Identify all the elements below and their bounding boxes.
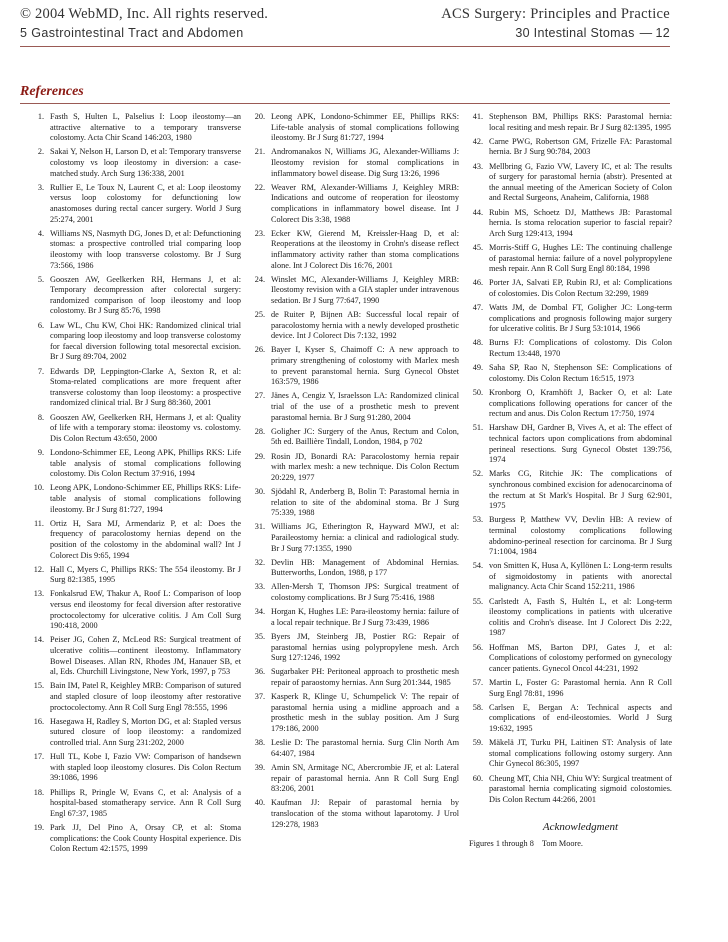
reference-item: [251, 763, 459, 795]
copyright-notice: © 2004 WebMD, Inc. All rights reserved.: [20, 6, 269, 22]
reference-text: Horgan K, Hughes LE: Para-ileostomy hernia: failure of a local repair technique. Br J Surg 73:439, 1986: [271, 607, 459, 627]
reference-text: Amin SN, Armitage NC, Abercrombie JF, et al: Lateral repair of parastomal hernia. Ann R Coll Surg Engl 83:206, 2001: [271, 762, 459, 794]
reference-item: [469, 112, 672, 133]
reference-item: [251, 275, 459, 307]
reference-text: von Smitten K, Husa A, Kyllönen L: Long-term results of sigmoidostomy in patients with anorectal malignancy. Acta Chir Scand 152:211, 1986: [489, 561, 672, 592]
reference-number: 49.: [472, 363, 483, 373]
reference-text: Weaver RM, Alexander-Williams J, Keighley MRB: Indications and outcome of reoperation for ileostomy complications in inflammatory bowel disease. Int J Colorect Dis 3:38, 1988: [271, 182, 459, 224]
reference-item: [251, 738, 459, 759]
header-separator: —: [639, 26, 653, 40]
acknowledgment-credit: Tom Moore.: [541, 839, 583, 848]
references-column-1: [30, 112, 241, 858]
reference-text: Carlstedt A, Fasth S, Hultén L, et al: Long-term ileostomy complications in patients with ulcerative colitis and Crohn's disease. Int J Colorect Dis 2:22, 1987: [489, 596, 672, 638]
reference-text: Phillips R, Pringle W, Evans C, et al: Analysis of a hospital-based stomatherapy service. Ann R Coll Surg Engl 67:37, 1985: [50, 787, 241, 818]
reference-number: 31.: [254, 522, 265, 532]
reference-item: [251, 112, 459, 144]
reference-text: Marks CG, Ritchie JK: The complications of synchronous combined excision for adenocarcinoma of the rectum at St Mark's Hospital. Br J Surg 62:901, 1975: [489, 469, 672, 511]
reference-text: Gooszen AW, Geelkerken RH, Hermans J, et al: Temporary decompression after colorectal surgery: randomized comparison of loop ileostomy and loop colostomy. Br J Surg 85:76, 1998: [50, 274, 241, 316]
reference-item: [469, 423, 672, 465]
reference-item: [30, 681, 241, 713]
reference-text: Williams JG, Etherington R, Hayward MWJ, et al: Paraileostomy hernia: a clinical and radiological study. Br J Surg 77:1355, 1990: [271, 522, 459, 553]
reference-number: 26.: [254, 345, 265, 355]
reference-text: Byers JM, Steinberg JB, Postier RG: Repair of parastomal hernias using polypropylene mesh. Arch Surg 127:1246, 1992: [271, 632, 459, 663]
reference-text: Sakai Y, Nelson H, Larson D, et al: Temporary transverse colostomy vs loop ileostomy in diversion: a case-matched study. Arch Surg 136:338, 2001: [50, 147, 241, 178]
reference-item: [30, 823, 241, 855]
reference-number: 54.: [472, 561, 483, 571]
reference-text: Park JJ, Del Pino A, Orsay CP, et al: Stoma complications: the Cook County Hospital experience. Dis Colon Rectum 42:1575, 1999: [50, 822, 241, 854]
reference-text: Winslet MC, Alexander-Williams J, Keighley MRB: Ileostomy revision with a GIA stapler under intravenous sedation. Br J Surg 77:647, 1990: [271, 274, 459, 305]
reference-number: 60.: [472, 773, 483, 783]
reference-text: Kasperk R, Klinge U, Schumpelick V: The repair of parastomal hernia using a midline approach and a prosthetic mesh in the sublay position. Am J Surg 179:186, 2000: [271, 692, 459, 733]
reference-item: [469, 243, 672, 275]
reference-item: [469, 162, 672, 204]
reference-item: [469, 137, 672, 158]
reference-number: 43.: [472, 161, 483, 171]
reference-item: [251, 310, 459, 342]
reference-item: [251, 345, 459, 387]
reference-text: Morris-Stiff G, Hughes LE: The continuing challenge of parastomal hernia: failure of a novel polypropylene mesh repair. Ann R Coll Surg Engl 80:184, 1998: [489, 242, 672, 274]
reference-number: 1.: [37, 112, 44, 121]
reference-number: 30.: [254, 486, 265, 496]
reference-text: Watts JM, de Dombal FT, Goligher JC: Long-term complications and prognosis following major surgery for ulcerative colitis. Br J Surg 53:1014, 1966: [489, 303, 672, 334]
reference-text: Hoffman MS, Barton DPJ, Gates J, et al: Complications of colostomy performed on gynecology cancer patients. Gynecol Oncol 44:231, 1992: [489, 642, 672, 673]
references-column-2: [251, 112, 459, 834]
reference-item: [30, 589, 241, 631]
reference-item: [251, 632, 459, 664]
reference-item: [30, 367, 241, 409]
reference-text: Leong APK, Londono-Schimmer EE, Phillips RKS: Life-table analysis of stomal complications following ileostomy. Br J Surg 81:727, 1994: [271, 112, 459, 143]
reference-item: [251, 522, 459, 554]
reference-number: 2.: [37, 147, 44, 157]
reference-text: Mellbring G, Fazio VW, Lavery IC, et al: The results of surgery for parastomal hernia (abstr). Presented at the annual meeting of the American Society of Colon and Rectal Surgeons, Anaheim, California, 1988: [489, 161, 672, 203]
reference-item: [469, 597, 672, 639]
reference-item: [251, 607, 459, 628]
reference-item: [469, 388, 672, 420]
reference-item: [469, 738, 672, 770]
reference-item: [30, 448, 241, 480]
reference-number: 42.: [472, 136, 483, 146]
reference-number: 18.: [33, 787, 44, 797]
reference-text: Ortiz H, Sara MJ, Armendariz P, et al: Does the frequency of paracolostomy hernias depend on the position of the colostomy in the abdominal wall? Int J Colorect Dis 9:65, 1994: [50, 518, 241, 560]
reference-number: 11.: [33, 518, 44, 528]
reference-text: Harshaw DH, Gardner B, Vives A, et al: The effect of technical factors upon complications from abdominal perineal resections. Surg Gynecol Obstet 139:756, 1974: [489, 423, 672, 465]
reference-number: 39.: [254, 762, 265, 772]
reference-item: [251, 487, 459, 519]
reference-number: 56.: [472, 642, 483, 652]
reference-text: de Ruiter P, Bijnen AB: Successful local repair of paracolostomy hernia with a newly developed prosthetic device. Int J Colorect Dis 7:132, 1992: [271, 310, 459, 341]
reference-text: Mäkelä JT, Turku PH, Laitinen ST: Analysis of late stomal complications following ostomy surgery. Ann Chir Gynecol 86:305, 1997: [489, 738, 672, 769]
reference-number: 27.: [254, 391, 265, 401]
reference-item: [251, 667, 459, 688]
reference-number: 17.: [33, 752, 44, 762]
reference-text: Kaufman JJ: Repair of parastomal hernia by translocation of the stoma without laparotomy. J Urol 129:278, 1983: [271, 798, 459, 829]
reference-number: 25.: [254, 310, 265, 320]
reference-number: 14.: [33, 635, 44, 645]
reference-text: Peiser JG, Cohen Z, McLeod RS: Surgical treatment of ulcerative colitis—continent ileostomy. Inflammatory Bowel Diseases. Allan RN, Rhodes JM, Hanauer SB, et al, Eds. Churchill Livingstone, New York, 1997, p 753: [50, 635, 241, 677]
reference-number: 51.: [472, 423, 483, 433]
page-number: 12: [655, 26, 670, 40]
reference-text: Edwards DP, Leppington-Clarke A, Sexton R, et al: Stoma-related complications are more frequent after transverse colostomy than loop ileostomy: a prospective randomized clinical trial. Br J Surg 88:360, 2001: [50, 366, 241, 408]
reference-item: [251, 582, 459, 603]
reference-item: [30, 717, 241, 749]
reference-text: Law WL, Chu KW, Choi HK: Randomized clinical trial comparing loop ileostomy and loop transverse colostomy for faecal diversion following total mesorectal excision. Br J Surg 89:704, 2002: [50, 320, 241, 362]
reference-number: 58.: [472, 702, 483, 712]
reference-text: Bain IM, Patel R, Keighley MRB: Comparison of sutured and stapled closure of loop ileostomy after restorative proctocolectomy. Ann R Coll Surg Engl 78:555, 1996: [50, 681, 241, 712]
reference-number: 20.: [254, 112, 265, 121]
reference-text: Rullier E, Le Toux N, Laurent C, et al: Loop ileostomy versus loop colostomy for defunctioning low anastomoses during rectal cancer surgery. World J Surg 25:274, 2001: [50, 182, 241, 224]
reference-number: 57.: [472, 678, 483, 687]
reference-number: 37.: [254, 692, 265, 702]
reference-item: [30, 788, 241, 820]
reference-item: [469, 678, 672, 699]
chapter-header: [20, 24, 670, 46]
reference-number: 13.: [33, 589, 44, 599]
reference-number: 12.: [33, 564, 44, 574]
reference-item: [30, 483, 241, 515]
reference-number: 40.: [254, 798, 265, 808]
reference-item: [30, 565, 241, 586]
reference-number: 15.: [33, 681, 44, 691]
reference-number: 22.: [254, 182, 265, 192]
reference-number: 53.: [472, 515, 483, 525]
reference-item: [30, 635, 241, 677]
reference-number: 3.: [37, 182, 44, 192]
reference-text: Carlsen E, Bergan A: Technical aspects and complications of end-ileostomies. World J Surg 19:632, 1995: [489, 702, 672, 733]
section-rule: [20, 103, 670, 104]
reference-item: [469, 774, 672, 806]
reference-text: Ecker KW, Gierend M, Kreissler-Haag D, et al: Reoperations at the ileostomy in Crohn's disease reflect inflammatory activity rather than stoma complications alone. Int J Colorect Dis 16:76, 2001: [271, 228, 459, 270]
reference-text: Williams NS, Nasmyth DG, Jones D, et al: Defunctioning stomas: a prospective controlled trial comparing loop ileostomy with loop transverse colostomy. Br J Surg 73:566, 1986: [50, 228, 241, 270]
reference-text: Devlin HB: Management of Abdominal Hernias. Butterworths, London, 1988, p 177: [271, 557, 459, 578]
reference-item: [30, 229, 241, 271]
reference-number: 19.: [33, 822, 44, 832]
reference-text: Fasth S, Hulten L, Palselius I: Loop ileostomy—an attractive alternative to a temporary transverse colostomy. Acta Chir Scand 146:203, 1980: [50, 112, 241, 143]
reference-text: Hasegawa H, Radley S, Morton DG, et al: Stapled versus sutured closure of loop ileostomy: a randomized controlled trial. Ann Surg 231:202, 2000: [50, 716, 241, 747]
reference-number: 35.: [254, 632, 265, 642]
reference-number: 7.: [37, 366, 44, 376]
references-column-3: [469, 112, 672, 809]
reference-text: Burns FJ: Complications of colostomy. Dis Colon Rectum 13:448, 1970: [489, 338, 672, 359]
reference-text: Allen-Mersh T, Thomson JPS: Surgical treatment of colostomy complications. Br J Surg 75:416, 1988: [271, 582, 459, 603]
reference-number: 29.: [254, 451, 265, 461]
page-reference: [515, 26, 670, 40]
reference-text: Leslie D: The parastomal hernia. Surg Clin North Am 64:407, 1984: [271, 738, 459, 758]
reference-number: 32.: [254, 557, 265, 567]
reference-item: [30, 752, 241, 784]
reference-item: [30, 147, 241, 179]
reference-number: 46.: [472, 278, 483, 288]
acknowledgment-figures: Figures 1 through 8: [469, 839, 534, 848]
reference-number: 16.: [33, 716, 44, 726]
reference-item: [251, 427, 459, 448]
reference-item: [30, 112, 241, 144]
reference-number: 38.: [254, 738, 265, 748]
reference-text: Goligher JC: Surgery of the Anus, Rectum and Colon, 5th ed. Baillière Tindall, London, 1984, p 702: [271, 426, 459, 447]
reference-item: [469, 338, 672, 359]
reference-text: Rosin JD, Bonardi RA: Paracolostomy hernia repair with marlex mesh: a new technique. Dis Colon Rectum 20:229, 1977: [271, 451, 459, 482]
reference-text: Stephenson BM, Phillips RKS: Parastomal hernia: local resiting and mesh repair. Br J Surg 82:1395, 1995: [489, 112, 672, 132]
reference-item: [251, 147, 459, 179]
reference-number: 28.: [254, 426, 265, 436]
reference-item: [30, 321, 241, 363]
reference-number: 10.: [33, 483, 44, 493]
reference-item: [469, 703, 672, 735]
reference-number: 8.: [37, 412, 44, 422]
reference-number: 45.: [472, 242, 483, 252]
reference-number: 34.: [254, 607, 265, 617]
reference-text: Saha SP, Rao N, Stephenson SE: Complications of colostomy. Dis Colon Rectum 16:515, 1973: [489, 363, 672, 383]
reference-text: Andromanakos N, Williams JG, Alexander-Williams J: Ileostomy revision for stomal complications in inflammatory bowel disease. Dig Surg 13:26, 1996: [271, 147, 459, 178]
reference-number: 41.: [472, 112, 483, 121]
reference-item: [469, 278, 672, 299]
reference-item: [251, 391, 459, 423]
reference-item: [251, 452, 459, 484]
reference-item: [251, 692, 459, 734]
reference-item: [251, 798, 459, 830]
reference-number: 55.: [472, 596, 483, 606]
reference-item: [30, 519, 241, 561]
reference-number: 21.: [254, 147, 265, 157]
acknowledgment-text: [469, 839, 672, 848]
reference-item: [30, 183, 241, 225]
reference-item: [30, 275, 241, 317]
reference-text: Cheung MT, Chia NH, Chiu WY: Surgical treatment of parastomal hernia complicating sigmoid colostomies. Dis Colon Rectum 44:266, 2001: [489, 773, 672, 804]
reference-item: [469, 363, 672, 384]
reference-item: [469, 561, 672, 593]
reference-item: [469, 208, 672, 240]
chapter-title: 30 Intestinal Stomas: [515, 26, 635, 40]
reference-text: Bayer I, Kyser S, Chaimoff C: A new approach to primary strengthening of colostomy with Marlex mesh to prevent paranstomal hernia. Surg Gynecol Obstet 163:579, 1986: [271, 345, 459, 387]
reference-text: Gooszen AW, Geelkerken RH, Hermans J, et al: Quality of life with a temporary stoma: ileostomy vs. colostomy. Dis Colon Rectum 43:650, 2000: [50, 412, 241, 443]
reference-number: 6.: [37, 320, 44, 330]
chapter-label: 5 Gastrointestinal Tract and Abdomen: [20, 26, 244, 40]
reference-number: 23.: [254, 228, 265, 238]
reference-text: Carne PWG, Robertson GM, Frizelle FA: Parastomal hernia. Br J Surg 90:784, 2003: [489, 136, 672, 157]
acknowledgment-title: Acknowledgment: [542, 821, 619, 833]
reference-item: [469, 515, 672, 557]
reference-text: Hall C, Myers C, Phillips RKS: The 554 ileostomy. Br J Surg 82:1385, 1995: [50, 564, 241, 585]
reference-number: 4.: [37, 228, 44, 238]
reference-item: [251, 558, 459, 579]
reference-item: [469, 643, 672, 675]
reference-text: Sjödahl R, Anderberg B, Bolin T: Parastomal hernia in relation to site of the abdominal stoma. Br J Surg 75:339, 1988: [271, 486, 459, 518]
reference-number: 59.: [472, 738, 483, 748]
reference-text: Rubin MS, Schoetz DJ, Matthews JB: Parastomal hernia. Is stoma relocation superior to fascial repair? Arch Surg 129:413, 1994: [489, 207, 672, 238]
reference-item: [251, 183, 459, 225]
section-title: References: [20, 84, 84, 99]
header-rule: [20, 46, 670, 47]
acknowledgment-block: [469, 809, 672, 848]
reference-number: 52.: [472, 469, 483, 479]
reference-item: [30, 413, 241, 445]
reference-text: Porter JA, Salvati EP, Rubin RJ, et al: Complications of colostomies. Dis Colon Rectum 32:299, 1989: [489, 278, 672, 298]
reference-text: Burgess P, Matthew VV, Devlin HB: A review of terminal colostomy complications following abdomino-perineal resection for carcinoma. Br J Surg 71:1004, 1984: [489, 515, 672, 557]
reference-number: 33.: [254, 582, 265, 592]
reference-number: 9.: [37, 447, 44, 457]
reference-text: Fonkalsrud EW, Thakur A, Roof L: Comparison of loop versus end ileostomy for fecal diversion after restorative proctocolectomy for ulcerative colitis. J Am Coll Surg 190:418, 2000: [50, 589, 241, 631]
reference-text: Leong APK, Londono-Schimmer EE, Phillips RKS: Life-table analysis of stomal complications following ileostomy. Br J Surg 81:727, 1994: [50, 483, 241, 514]
reference-item: [469, 469, 672, 511]
reference-text: Sugarbaker PH: Peritoneal approach to prosthetic mesh repair of paraostomy hernias. Ann Surg 201:344, 1985: [271, 667, 459, 687]
book-title: ACS Surgery: Principles and Practice: [441, 6, 670, 22]
reference-item: [251, 229, 459, 271]
reference-text: Londono-Schimmer EE, Leong APK, Phillips RKS: Life table analysis of stomal complications following colostomy. Dis Colon Rectum 37:916, 1994: [50, 447, 241, 479]
reference-item: [469, 303, 672, 335]
reference-text: Martin L, Foster G: Parastomal hernia. Ann R Coll Surg Engl 78:81, 1996: [489, 678, 672, 698]
reference-text: Jänes A, Cengiz Y, Israelsson LA: Randomized clinical trial of the use of a prosthetic mesh to prevent parastomal hernia. Br J Surg 91:280, 2004: [271, 391, 459, 422]
reference-number: 50.: [472, 388, 483, 397]
reference-number: 5.: [37, 274, 44, 284]
reference-text: Hull TL, Kobe I, Fazio VW: Comparison of handsewn with stapled loop ileostomy closures. Dis Colon Rectum 39:1086, 1996: [50, 752, 241, 783]
reference-text: Kronborg O, Kramhöft J, Backer O, et al: Late complications following operations for cancer of the rectum and anus. Dis Colon Rectum 17:750, 1974: [489, 388, 672, 419]
reference-number: 36.: [254, 667, 265, 677]
reference-number: 44.: [472, 207, 483, 217]
reference-number: 47.: [472, 303, 483, 313]
reference-number: 48.: [472, 338, 483, 348]
reference-number: 24.: [254, 274, 265, 284]
